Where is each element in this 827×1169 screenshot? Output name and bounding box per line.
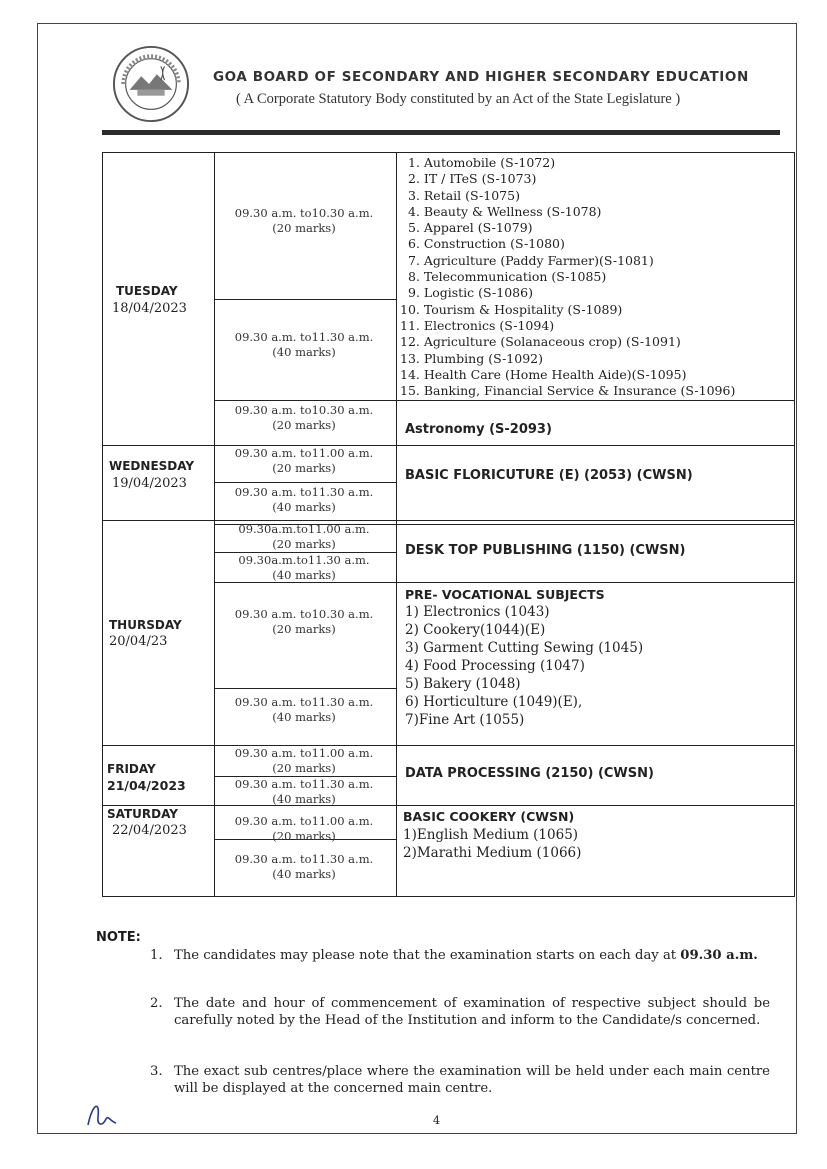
prevocational-heading: PRE- VOCATIONAL SUBJECTS bbox=[405, 587, 605, 602]
table-border-top bbox=[102, 152, 795, 153]
list-item: 5. Apparel (S-1079) bbox=[408, 220, 533, 236]
time-slot: 09.30a.m.to11.00 a.m. (20 marks) bbox=[238, 522, 370, 551]
row-divider-wednesday bbox=[102, 520, 795, 521]
time-divider bbox=[214, 299, 396, 300]
time-subject-divider bbox=[214, 400, 794, 401]
subject-data-processing: DATA PROCESSING (2150) (CWSN) bbox=[405, 766, 654, 781]
time-slot: 09.30 a.m. to11.30 a.m. (40 marks) bbox=[234, 485, 374, 514]
row-divider-thursday bbox=[102, 745, 795, 746]
list-item: 4. Beauty & Wellness (S-1078) bbox=[408, 203, 602, 219]
time-slot: 09.30 a.m. to11.00 a.m. (20 marks) bbox=[234, 814, 374, 843]
subject-astronomy: Astronomy (S-2093) bbox=[405, 422, 552, 437]
list-item: 8. Telecommunication (S-1085) bbox=[408, 269, 607, 285]
notes-heading: NOTE: bbox=[96, 930, 141, 945]
list-item: 4) Food Processing (1047) bbox=[405, 658, 585, 674]
list-item: 3) Garment Cutting Sewing (1045) bbox=[405, 640, 644, 656]
list-item: 7. Agriculture (Paddy Farmer)(S-1081) bbox=[408, 252, 654, 268]
subject-floriculture: BASIC FLORICUTURE (E) (2053) (CWSN) bbox=[405, 468, 693, 483]
list-item: 2. IT / ITeS (S-1073) bbox=[408, 171, 537, 187]
list-item: 1. Automobile (S-1072) bbox=[408, 155, 556, 170]
table-border-right bbox=[794, 152, 795, 897]
list-item: 1) Electronics (1043) bbox=[405, 604, 550, 620]
note-item: 2. The date and hour of commencement of examination of respective subject should be carefully noted by the Head of the Institution and inform to the Candidate/s concerned. bbox=[150, 996, 770, 1028]
list-item: 10. Tourism & Hospitality (S-1089) bbox=[400, 301, 623, 317]
subject-basic-cookery: BASIC COOKERY (CWSN) bbox=[403, 809, 575, 824]
list-item: 14. Health Care (Home Health Aide)(S-1095) bbox=[400, 366, 687, 382]
time-slot: 09.30 a.m. to10.30 a.m. (20 marks) bbox=[234, 607, 374, 636]
vocational-subject-list bbox=[400, 155, 736, 399]
list-item: 11. Electronics (S-1094) bbox=[400, 317, 555, 333]
board-title: GOA BOARD OF SECONDARY AND HIGHER SECONDARY EDUCATION bbox=[213, 69, 749, 85]
cookery-medium-list bbox=[403, 826, 581, 862]
time-slot: 09.30 a.m. to10.30 a.m. (20 marks) bbox=[234, 206, 374, 235]
day-wednesday: WEDNESDAY bbox=[109, 459, 195, 473]
page-number: 4 bbox=[433, 1114, 440, 1127]
time-divider bbox=[214, 482, 396, 483]
time-slot: 09.30 a.m. to11.00 a.m. (20 marks) bbox=[234, 746, 374, 775]
list-item: 12. Agriculture (Solanaceous crop) (S-1091) bbox=[400, 334, 681, 350]
day-thursday: THURSDAY bbox=[109, 618, 182, 632]
date-saturday: 22/04/2023 bbox=[112, 823, 187, 838]
row-divider-tuesday bbox=[102, 445, 795, 446]
list-item: 15. Banking, Financial Service & Insurance (S-1096) bbox=[400, 383, 736, 399]
time-slot: 09.30 a.m. to11.30 a.m. (40 marks) bbox=[234, 695, 374, 724]
day-tuesday: TUESDAY bbox=[116, 284, 178, 298]
time-slot: 09.30a.m.to11.30 a.m. (40 marks) bbox=[238, 553, 370, 582]
time-slot: 09.30 a.m. to10.30 a.m. (20 marks) bbox=[234, 403, 374, 432]
list-item: 7)Fine Art (1055) bbox=[405, 712, 525, 728]
day-saturday: SATURDAY bbox=[107, 807, 178, 821]
handwritten-signature bbox=[82, 1095, 122, 1135]
subject-desktop-publishing: DESK TOP PUBLISHING (1150) (CWSN) bbox=[405, 543, 686, 558]
header-rule bbox=[102, 130, 780, 135]
date-friday: 21/04/2023 bbox=[107, 778, 186, 793]
list-item: 2) Cookery(1044)(E) bbox=[405, 622, 546, 638]
date-wednesday: 19/04/2023 bbox=[112, 476, 187, 491]
exam-timetable bbox=[102, 152, 795, 897]
list-item: 5) Bakery (1048) bbox=[405, 676, 521, 692]
prevocational-list bbox=[405, 603, 643, 729]
day-friday: FRIDAY bbox=[107, 762, 156, 776]
time-divider bbox=[214, 688, 396, 689]
time-slot: 09.30 a.m. to11.00 a.m. (20 marks) bbox=[234, 446, 374, 475]
list-item: 2)Marathi Medium (1066) bbox=[403, 845, 582, 861]
board-seal-logo bbox=[112, 45, 190, 123]
note-item: 1. The candidates may please note that the examination starts on each day at 09.30 a.m. bbox=[150, 948, 758, 963]
row-divider-friday bbox=[102, 805, 795, 806]
time-slot: 09.30 a.m. to11.30 a.m. (40 marks) bbox=[234, 852, 374, 881]
time-slot: 09.30 a.m. to11.30 a.m. (40 marks) bbox=[234, 330, 374, 359]
list-item: 3. Retail (S-1075) bbox=[408, 187, 520, 203]
list-item: 1)English Medium (1065) bbox=[403, 827, 579, 843]
board-subtitle: ( A Corporate Statutory Body constituted by an Act of the State Legislature ) bbox=[236, 91, 681, 107]
date-thursday: 20/04/23 bbox=[109, 634, 168, 649]
list-item: 13. Plumbing (S-1092) bbox=[400, 350, 543, 366]
list-item: 6. Construction (S-1080) bbox=[408, 236, 565, 252]
table-border-bottom bbox=[102, 896, 795, 897]
note-item: 3. The exact sub centres/place where the examination will be held under each main centre will be displayed at the concerned main centre. bbox=[150, 1064, 770, 1096]
list-item: 9. Logistic (S-1086) bbox=[408, 285, 533, 301]
table-border-left bbox=[102, 152, 103, 897]
date-tuesday: 18/04/2023 bbox=[112, 301, 187, 316]
time-slot: 09.30 a.m. to11.30 a.m. (40 marks) bbox=[234, 777, 374, 806]
list-item: 6) Horticulture (1049)(E), bbox=[405, 694, 583, 710]
